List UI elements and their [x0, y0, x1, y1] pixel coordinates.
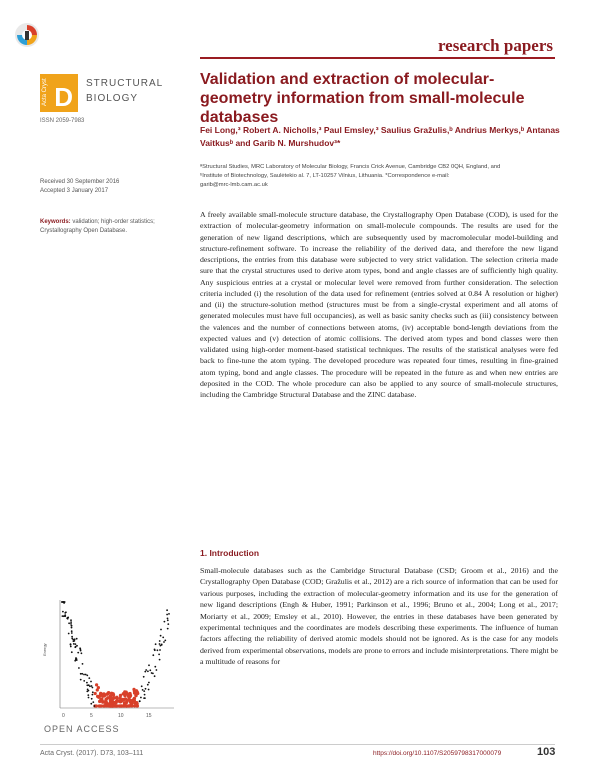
- scatter-point: [86, 675, 88, 677]
- scatter-point: [139, 700, 141, 702]
- introduction-text: Small-molecule databases such as the Cambridge Structural Database (CSD; Groom et al., 2016) and the Crystallography Open Database (COD; Gražulis et al., 2012) are a rich source of information that can be used for various purposes, including the extraction of molecular-geometry information and its use for the generation of new ligand descriptions (Engh & Huber, 1991; Parkinson et al., 1996; Bruno et al., 2004; Long et al., 2017; Moriarty et al., 2009; Emsley et al., 2010). However, the entries in these databases have been generated by experimental techniques and the coordinates are models describing these experiments. The influence of human factors affecting the reliability of derived atomic models should not be ignored. As is the case for any models derived from experimental observations, models are prone to errors and include misinterpretations. There might be a multitude of reasons for: [200, 566, 558, 667]
- scatter-point: [148, 664, 150, 666]
- graphical-abstract-figure: [38, 596, 178, 726]
- scatter-point: [147, 684, 149, 686]
- scatter-point: [149, 669, 151, 671]
- scatter-point: [71, 630, 73, 632]
- affiliation-b: ᵇInstitute of Biotechnology, Saulėtekio al. 7, LT-10257 Vilnius, Lithuania. *Correspondence e-mail:: [200, 173, 450, 179]
- scatter-point: [160, 635, 162, 637]
- scatter-point: [142, 689, 144, 691]
- scatter-point: [92, 701, 94, 703]
- scatter-point: [161, 644, 163, 646]
- scatter-point: [92, 694, 94, 696]
- scatter-point: [75, 646, 77, 648]
- keywords-label: Keywords:: [40, 219, 71, 225]
- scatter-point: [125, 699, 128, 702]
- scatter-point: [110, 692, 113, 695]
- scatter-point: [90, 681, 92, 683]
- scatter-point: [123, 701, 126, 704]
- scatter-point: [71, 625, 73, 627]
- scatter-point: [88, 690, 90, 692]
- scatter-point: [115, 697, 118, 700]
- scatter-point: [143, 690, 145, 692]
- journal-name: [86, 76, 163, 106]
- scatter-point: [167, 619, 169, 621]
- journal-abbrev: Acta Cryst: [42, 78, 48, 106]
- scatter-point: [114, 701, 117, 704]
- scatter-point: [83, 680, 85, 682]
- scatter-point: [88, 677, 90, 679]
- scatter-point: [168, 613, 170, 615]
- scatter-point: [62, 611, 64, 613]
- scatter-point: [159, 640, 161, 642]
- scatter-point: [92, 691, 94, 693]
- scatter-point: [144, 694, 146, 696]
- scatter-point: [167, 623, 169, 625]
- scatter-point: [96, 688, 99, 691]
- scatter-point: [94, 705, 96, 707]
- journal-name-line2: BIOLOGY: [86, 93, 139, 104]
- scatter-point: [162, 637, 164, 639]
- scatter-point: [91, 698, 93, 700]
- scatter-point: [82, 663, 84, 665]
- figure-xtick: 0: [62, 713, 65, 719]
- scatter-point: [135, 702, 138, 705]
- scatter-point: [163, 641, 165, 643]
- footer-citation: Acta Cryst. (2017). D73, 103–111: [40, 750, 144, 757]
- crossmark-icon[interactable]: [14, 22, 40, 48]
- scatter-point: [80, 648, 82, 650]
- scatter-point: [63, 601, 65, 603]
- scatter-point: [76, 638, 78, 640]
- figure-xtick: 15: [146, 713, 152, 719]
- scatter-point: [123, 704, 126, 707]
- scatter-point: [71, 627, 73, 629]
- scatter-point: [71, 651, 73, 653]
- page-number: 103: [537, 746, 556, 758]
- scatter-point: [164, 640, 166, 642]
- scatter-point: [81, 652, 83, 654]
- figure-scatter-points: [61, 601, 170, 708]
- section-label: research papers: [437, 36, 553, 55]
- scatter-point: [61, 601, 63, 603]
- scatter-point: [154, 666, 156, 668]
- scatter-point: [143, 676, 145, 678]
- article-title: Validation and extraction of molecular-geometry information from small-molecule databases: [200, 71, 525, 126]
- scatter-point: [159, 643, 161, 645]
- author-list: Fei Long,³ Robert A. Nicholls,³ Paul Emsley,³ Saulius Gražulis,ᵇ Andrius Merkys,ᵇ Antanas Vaitkusᵇ and Garib N. Murshudov³*: [200, 125, 560, 148]
- keywords: [40, 218, 170, 236]
- scatter-point: [154, 675, 156, 677]
- scatter-point: [136, 690, 139, 693]
- scatter-point: [147, 670, 149, 672]
- scatter-point: [151, 672, 153, 674]
- scatter-point: [155, 643, 157, 645]
- scatter-point: [70, 643, 72, 645]
- scatter-point: [148, 689, 150, 691]
- scatter-point: [64, 612, 66, 614]
- issn: ISSN 2059-7983: [40, 118, 85, 124]
- scatter-point: [159, 649, 161, 651]
- scatter-point: [154, 649, 156, 651]
- affiliations: [200, 163, 560, 190]
- scatter-point: [73, 643, 75, 645]
- scatter-point: [94, 692, 97, 695]
- figure-xtick: 10: [118, 713, 124, 719]
- scatter-point: [141, 685, 143, 687]
- scatter-point: [80, 673, 82, 675]
- section-heading: 1. Introduction: [200, 548, 260, 558]
- scatter-point: [77, 652, 79, 654]
- scatter-point: [87, 694, 89, 696]
- scatter-point: [132, 688, 135, 691]
- abstract: A freely available small-molecule structure database, the Crystallography Open Database (COD), is used for the extraction of molecular-geometry information on small-molecule compounds. The results are used for the generation of new ligand descriptions, which are subsequently used by macromolecular model-building and structure-refinement software. To increase the reliability of the derived data, and therefore the new ligand descriptions, the entries from this database were subjected to very strict validation. The selection criteria made sure that the crystal structures used to derive atom types, bond and angle classes are of sufficiently high quality. Any suspicious entries at a crystal or molecular level were removed from further consideration. The selection criteria included (i) the resolution of the data used for refinement (entries solved at 0.84 Å resolution or higher) and (ii) the structure-solution method (structures must be from a single-crystal experiment and all atoms of generated molecules must have full occupancies), as well as basic sanity checks such as (iii) consistency between the valences and the number of connections between atoms, (iv) acceptable bond-length deviations from the expected values and (v) detection of atomic collisions. The derived atom types and bond classes were then validated using high-order moment-based statistical techniques. The results of the statistical analyses were fed back to fine-tune the atom typing. The developed procedure was repeated four times, resulting in fine-grained atom typing, bond and angle classes. The procedure will be repeated in the future as and when new entries are deposited in the COD. The whole procedure can also be applied to any source of small-molecule structures, including the Cambridge Structural Database and the ZINC database.: [200, 210, 558, 399]
- scatter-point: [101, 694, 104, 697]
- scatter-point: [95, 683, 98, 686]
- footer-rule: [40, 744, 555, 745]
- open-access-badge: OPEN ACCESS: [44, 724, 120, 734]
- figure-ylabel: Energy: [42, 643, 47, 656]
- scatter-point: [159, 659, 161, 661]
- scatter-point: [88, 697, 90, 699]
- scatter-point: [62, 615, 64, 617]
- scatter-point: [118, 704, 121, 707]
- scatter-point: [167, 628, 169, 630]
- scatter-point: [89, 685, 91, 687]
- scatter-point: [86, 682, 88, 684]
- scatter-point: [108, 704, 111, 707]
- scatter-point: [158, 654, 160, 656]
- footer-doi-link[interactable]: https://doi.org/10.1107/S2059798317000079: [373, 750, 502, 757]
- scatter-point: [71, 638, 73, 640]
- scatter-point: [166, 609, 168, 611]
- scatter-point: [78, 667, 80, 669]
- accepted-date: Accepted 3 January 2017: [40, 188, 109, 194]
- scatter-point: [140, 697, 142, 699]
- scatter-point: [160, 629, 162, 631]
- figure-xtick: 5: [90, 713, 93, 719]
- scatter-point: [157, 649, 159, 651]
- scatter-point: [133, 699, 136, 702]
- scatter-point: [167, 618, 169, 620]
- scatter-point: [144, 671, 146, 673]
- scatter-point: [85, 674, 87, 676]
- received-date: Received 30 September 2016: [40, 179, 120, 185]
- scatter-point: [80, 679, 82, 681]
- scatter-point: [102, 700, 105, 703]
- scatter-point: [71, 632, 73, 634]
- scatter-point: [91, 685, 93, 687]
- scatter-point: [68, 633, 70, 635]
- scatter-point: [129, 700, 132, 703]
- scatter-point: [145, 688, 147, 690]
- scatter-point: [92, 687, 94, 689]
- scatter-point: [68, 622, 70, 624]
- scatter-point: [70, 621, 72, 623]
- scatter-point: [67, 617, 69, 619]
- scatter-point: [64, 614, 66, 616]
- scatter-point: [70, 623, 72, 625]
- affiliation-a: ªStructural Studies, MRC Laboratory of Molecular Biology, Francis Crick Avenue, Cambridge CB2 0QH, England, and: [200, 164, 501, 170]
- correspondence-email[interactable]: garib@mrc-lmb.cam.ac.uk: [200, 182, 268, 188]
- scatter-point: [73, 640, 75, 642]
- scatter-point: [98, 704, 101, 707]
- scatter-point: [127, 695, 130, 698]
- scatter-point: [104, 698, 107, 701]
- header-rule: [200, 57, 555, 59]
- scatter-point: [156, 669, 158, 671]
- journal-logo: [40, 74, 78, 112]
- scatter-point: [152, 654, 154, 656]
- scatter-point: [107, 691, 110, 694]
- scatter-point: [119, 697, 122, 700]
- article-dates: [40, 178, 119, 196]
- scatter-point: [71, 636, 73, 638]
- scatter-point: [143, 697, 145, 699]
- scatter-point: [164, 621, 166, 623]
- scatter-point: [103, 704, 106, 707]
- scatter-point: [75, 643, 77, 645]
- journal-letter: D: [54, 82, 73, 112]
- scatter-point: [123, 690, 126, 693]
- scatter-point: [70, 619, 72, 621]
- scatter-point: [148, 682, 150, 684]
- scatter-point: [145, 669, 147, 671]
- scatter-point: [83, 674, 85, 676]
- journal-name-line1: STRUCTURAL: [86, 78, 164, 89]
- scatter-point: [166, 614, 168, 616]
- scatter-point: [70, 646, 72, 648]
- keywords-list: validation; high-order statistics; Crystallography Open Database.: [40, 219, 155, 234]
- scatter-point: [76, 658, 78, 660]
- scatter-point: [90, 703, 92, 705]
